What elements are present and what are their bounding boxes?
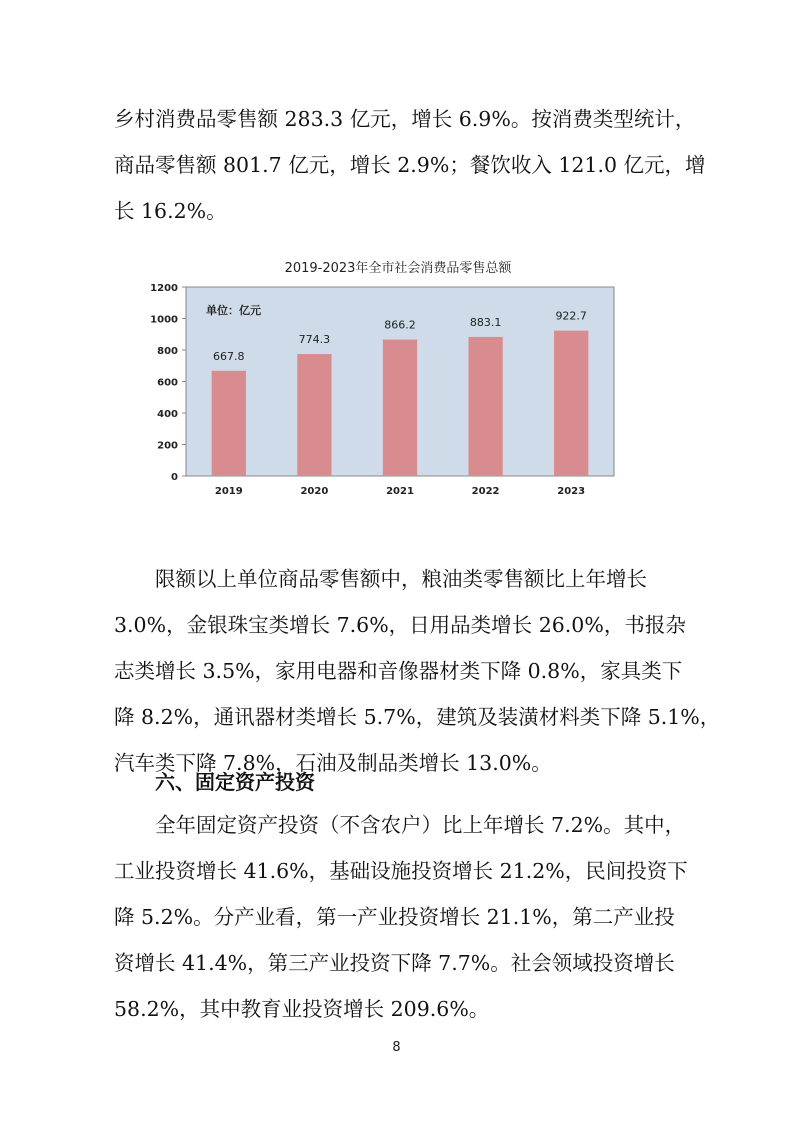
y-tick-label: 200 [157, 440, 178, 452]
paragraph-line: 降 8.2%，通讯器材类增长 5.7%，建筑及装潢材料类下降 5.1%， [114, 705, 721, 729]
paragraph-line: 58.2%，其中教育业投资增长 209.6%。 [114, 997, 490, 1021]
bar [383, 340, 417, 476]
paragraph-line: 降 5.2%。分产业看，第一产业投资增长 21.1%，第二产业投 [114, 905, 675, 929]
bar-value-label: 883.1 [469, 315, 502, 329]
paragraph-line: 汽车类下降 7.8%，石油及制品类增长 13.0%。 [114, 751, 552, 775]
paragraph-retail-consumption [114, 96, 706, 234]
paragraph-line: 资增长 41.4%，第三产业投资下降 7.7%。社会领域投资增长 [114, 951, 675, 975]
x-tick-label: 2020 [300, 486, 329, 497]
paragraph-line: 长 16.2%。 [114, 199, 227, 223]
bar-value-label: 667.8 [213, 349, 245, 363]
bar-value-label: 866.2 [384, 318, 416, 332]
paragraph-line: 3.0%，金银珠宝类增长 7.6%，日用品类增长 26.0%，书报杂 [114, 613, 686, 637]
retail-sales-bar-chart [148, 252, 623, 502]
paragraph-line: 工业投资增长 41.6%，基础设施投资增长 21.2%，民间投资下 [114, 859, 688, 883]
paragraph-line: 乡村消费品零售额 283.3 亿元，增长 6.9%。按消费类型统计， [114, 107, 696, 131]
paragraph-line: 商品零售额 801.7 亿元，增长 2.9%；餐饮收入 121.0 亿元，增 [114, 153, 706, 177]
x-tick-label: 2023 [557, 486, 586, 497]
y-tick-label: 800 [157, 346, 178, 357]
y-tick-label: 0 [171, 472, 178, 483]
y-tick-label: 400 [157, 409, 178, 420]
paragraph-line: 限额以上单位商品零售额中，粮油类零售额比上年增长 [155, 567, 647, 591]
paragraph-category-retail [114, 556, 721, 786]
unit-label: 单位：亿元 [206, 304, 261, 317]
paragraph-line: 志类增长 3.5%，家用电器和音像器材类下降 0.8%，家具类下 [114, 659, 683, 683]
bar [554, 331, 588, 476]
bar-value-label: 774.3 [298, 333, 331, 347]
bar [468, 337, 502, 476]
chart-canvas [148, 252, 623, 502]
x-tick-label: 2021 [386, 486, 414, 497]
bar-value-label: 922.7 [555, 309, 587, 323]
y-tick-label: 1200 [150, 283, 178, 294]
bar [297, 354, 331, 476]
y-axis [150, 283, 186, 483]
page-number: 8 [392, 1040, 401, 1055]
bar [212, 371, 246, 476]
paragraph-fixed-investment [114, 802, 688, 1032]
section-heading: 六、固定资产投资 [155, 770, 315, 794]
y-tick-label: 600 [157, 377, 178, 389]
x-axis [215, 486, 585, 497]
y-tick-label: 1000 [150, 314, 178, 326]
x-tick-label: 2022 [471, 486, 500, 497]
chart-title: 2019-2023年全市社会消费品零售总额 [284, 261, 512, 276]
paragraph-line: 全年固定资产投资（不含农户）比上年增长 7.2%。其中， [155, 813, 686, 837]
x-tick-label: 2019 [214, 486, 243, 497]
